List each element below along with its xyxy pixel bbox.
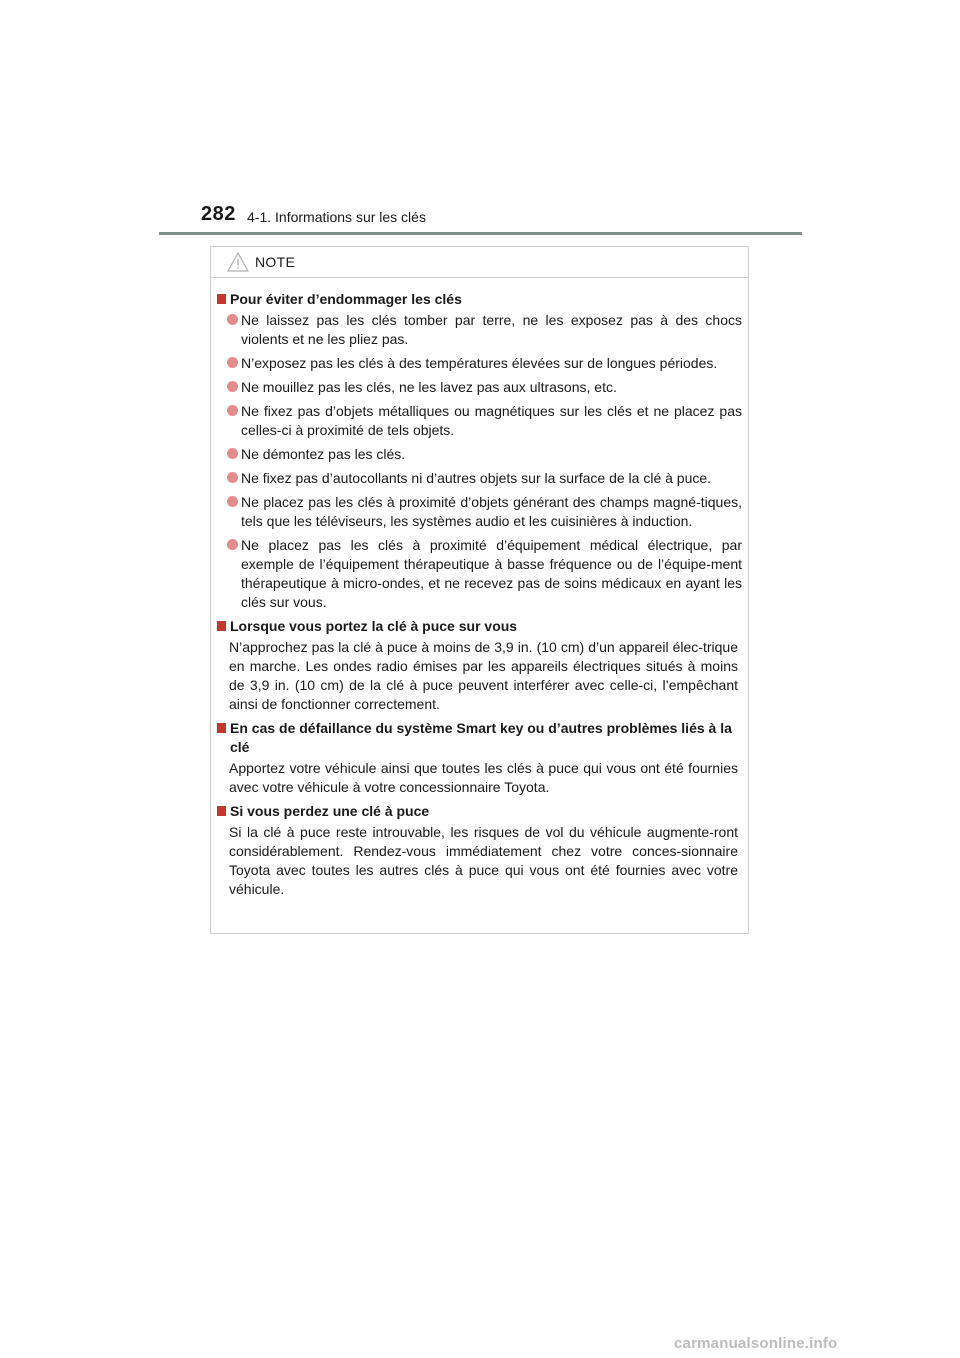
- section-heading: Si vous perdez une clé à puce: [217, 802, 742, 821]
- list-item: Ne placez pas les clés à proximité d’objets générant des champs magné-tiques, tels que les téléviseurs, les systèmes audio et les cuisinières à induction.: [217, 493, 742, 531]
- round-bullet-icon: [227, 381, 238, 392]
- watermark: carmanualsonline.info: [674, 1335, 838, 1352]
- header-rule: [159, 232, 802, 235]
- note-section-damage: [217, 290, 742, 612]
- note-box: [210, 246, 749, 934]
- page-number: 282: [201, 203, 236, 225]
- list-item: N’exposez pas les clés à des températures élevées sur de longues périodes.: [217, 354, 742, 373]
- section-paragraph: Apportez votre véhicule ainsi que toutes les clés à puce qui vous ont été fournies avec votre véhicule à votre concessionnaire Toyota.: [229, 760, 738, 795]
- note-section-lost-key: [217, 802, 742, 899]
- section-paragraph: Si la clé à puce reste introuvable, les risques de vol du véhicule augmente-ront considérablement. Rendez-vous immédiatement chez votre conces-sionnaire Toyota avec toutes les autres clés à puce qui vous ont été fournies avec votre véhicule.: [229, 824, 738, 897]
- square-bullet-icon: [217, 294, 226, 304]
- section-paragraph: N’approchez pas la clé à puce à moins de 3,9 in. (10 cm) d’un appareil élec-trique en marche. Les ondes radio émises par les appareils électriques situés à moins de 3,9 in. (10 cm) de la clé à puce peuvent interférer avec celle-ci, l’empêchant ainsi de fonctionner correctement.: [229, 639, 738, 712]
- round-bullet-icon: [227, 405, 238, 416]
- list-item: Ne laissez pas les clés tomber par terre, ne les exposez pas à des chocs violents et ne les pliez pas.: [217, 311, 742, 349]
- note-body: [211, 278, 748, 899]
- warning-triangle-icon: [227, 252, 249, 272]
- round-bullet-icon: [227, 448, 238, 459]
- note-section-carrying: [217, 617, 742, 714]
- square-bullet-icon: [217, 621, 226, 631]
- square-bullet-icon: [217, 723, 226, 733]
- section-heading: Pour éviter d’endommager les clés: [217, 290, 742, 309]
- square-bullet-icon: [217, 806, 226, 816]
- list-item: Ne placez pas les clés à proximité d’équipement médical électrique, par exemple de l’équipement thérapeutique à basse fréquence ou de l’équipe-ment thérapeutique à micro-ondes, et ne recevez pas de soins médicaux en ayant les clés sur vous.: [217, 536, 742, 612]
- section-heading: Lorsque vous portez la clé à puce sur vous: [217, 617, 742, 636]
- round-bullet-icon: [227, 472, 238, 483]
- section-title: 4-1. Informations sur les clés: [247, 209, 426, 225]
- note-label: NOTE: [255, 254, 296, 270]
- list-item: Ne démontez pas les clés.: [217, 445, 742, 464]
- list-item: Ne fixez pas d’autocollants ni d’autres objets sur la surface de la clé à puce.: [217, 469, 742, 488]
- section-heading: En cas de défaillance du système Smart key ou d’autres problèmes liés à la clé: [217, 719, 742, 757]
- list-item: Ne mouillez pas les clés, ne les lavez pas aux ultrasons, etc.: [217, 378, 742, 397]
- list-item: Ne fixez pas d’objets métalliques ou magnétiques sur les clés et ne placez pas celles-ci à proximité de tels objets.: [217, 402, 742, 440]
- page-header: [0, 0, 960, 240]
- note-header: [211, 247, 748, 278]
- round-bullet-icon: [227, 314, 238, 325]
- round-bullet-icon: [227, 496, 238, 507]
- round-bullet-icon: [227, 357, 238, 368]
- round-bullet-icon: [227, 539, 238, 550]
- note-section-failure: [217, 719, 742, 797]
